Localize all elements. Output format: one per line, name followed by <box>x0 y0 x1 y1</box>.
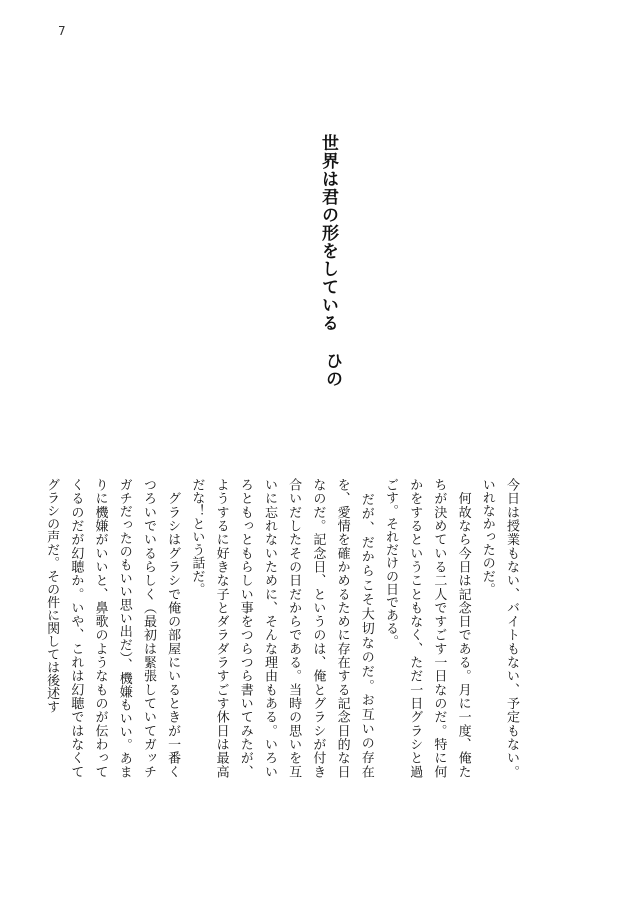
story-title: 世界は君の形をしている <box>318 134 338 332</box>
page-number: 7 <box>58 24 66 38</box>
author-name: ひの <box>322 352 342 388</box>
paragraph: 何故なら今日は記念日である。月に一度、俺たちが決めている二人ですごす一日なのだ。特に何かをするということもなく、ただ一日グラシと過ごす。それだけの日である。 <box>382 478 471 778</box>
body-text <box>39 478 523 778</box>
paragraph: 今日は授業もない、バイトもない、予定もない。いれなかったのだ。 <box>479 478 519 778</box>
paragraph: グラシはグラシで俺の部屋にいるときが一番くつろいでいるらしく（最初は緊張していてガッチガチだったのもいい思い出だ）、機嫌もいい。あまりに機嫌がいいと、鼻歌のようなものが伝わってくるのだが幻聴か。いや、これは幻聴ではなくてグラシの声だ。その件に関しては後述す <box>44 478 181 778</box>
paragraph: だが、だからこそ大切なのだ。お互いの存在を、愛情を確かめるために存在する記念日的な日なのだ。記念日、というのは、俺とグラシが付き合いだしたその日だからである。当時の思いを互いに忘れないために、そんな理由もある。いろいろともっともらしい事をつらつら書いてみたが、ようするに好きな子とダラダラすごす休日は最高だな！という話だ。 <box>189 478 374 778</box>
